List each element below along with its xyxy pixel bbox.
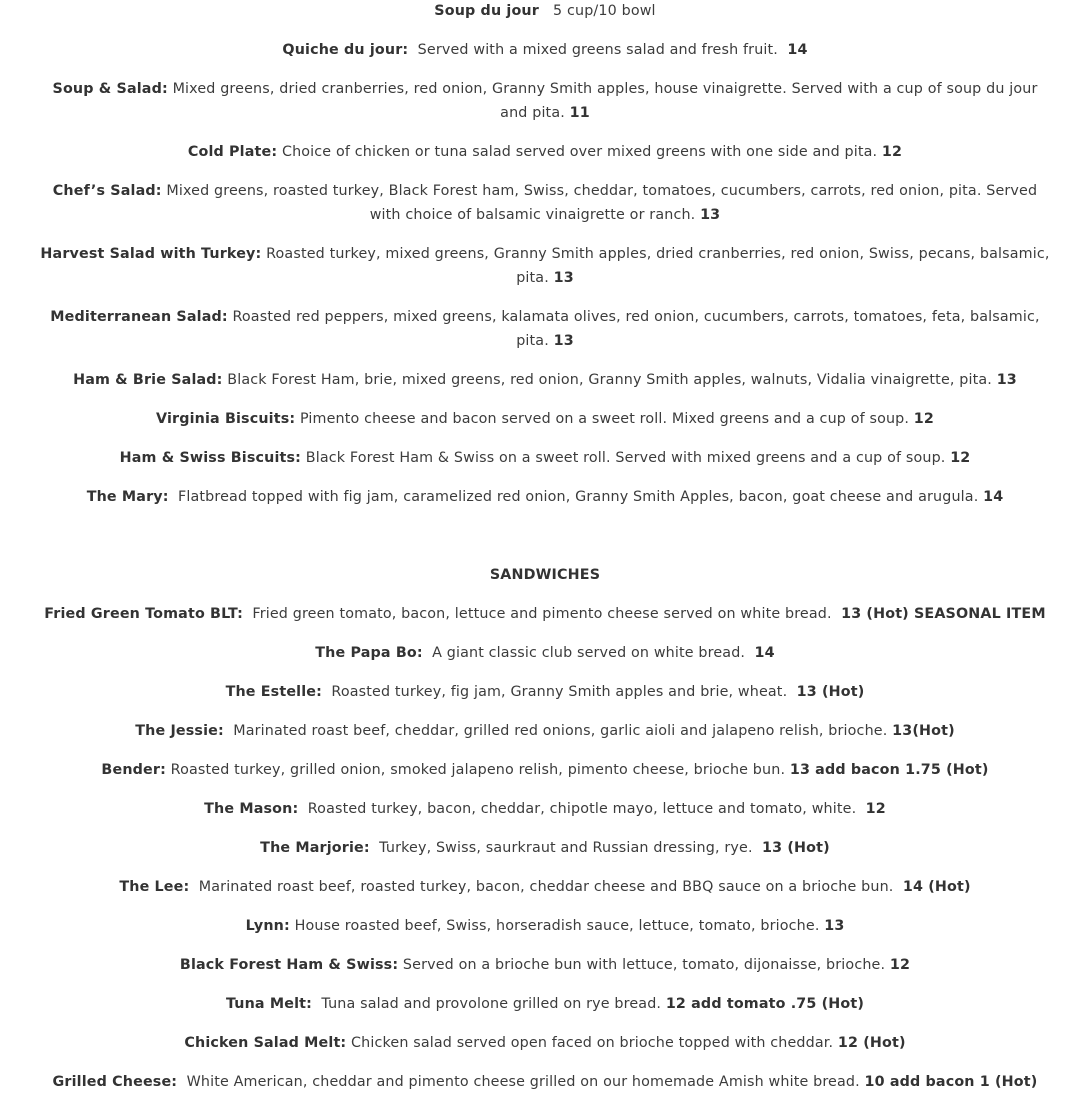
section-spacer [38,524,1052,563]
menu-item-price: 14 [983,489,1004,505]
menu-item [38,38,1052,62]
menu-item-price: 12 [913,411,934,427]
sandwiches-heading: SANDWICHES [489,567,601,583]
menu-item-description: Marinated roast beef, cheddar, grilled red onions, garlic aioli and jalapeno relish, brioche. [233,723,893,739]
menu-item [38,836,1052,860]
menu-item-name: The Marjorie: [260,840,370,856]
menu-item-price: 12 add tomato .75 (Hot) [665,996,865,1012]
menu-item-separator [423,645,432,661]
menu-item-description: White American, cheddar and pimento cheese grilled on our homemade Amish white bread. [186,1074,865,1090]
menu-item-description: Served on a brioche bun with lettuce, tomato, dijonaisse, brioche. [402,957,890,973]
menu-item-name: Chef’s Salad: [52,183,162,199]
menu-item-description: A giant classic club served on white bread. [432,645,755,661]
menu-item-price: 13 [553,270,574,286]
menu-item [38,953,1052,977]
menu-item-separator [539,3,553,19]
menu-item-name: The Estelle: [225,684,322,700]
menu-item-price: 13 (Hot) [796,684,865,700]
menu-item-price: 14 (Hot) [902,879,971,895]
menu-item-description: Roasted turkey, grilled onion, smoked jalapeno relish, pimento cheese, brioche bun. [170,762,790,778]
menu-item-name: Chicken Salad Melt: [184,1035,347,1051]
menu-item-separator [408,42,417,58]
menu-item-name: Fried Green Tomato BLT: [44,606,243,622]
menu-item [38,914,1052,938]
menu-item [38,407,1052,431]
menu-item [38,179,1052,227]
menu-document [38,0,1055,1109]
menu-item [38,368,1052,392]
menu-item-description: Roasted turkey, fig jam, Granny Smith apples and brie, wheat. [331,684,797,700]
menu-item [38,992,1052,1016]
menu-item-price: 12 [881,144,903,160]
menu-item-price: 13 [824,918,845,934]
menu-item-separator [189,879,198,895]
menu-item-description: Mixed greens, roasted turkey, Black Forest ham, Swiss, cheddar, tomatoes, cucumbers, carrots, red onion, pita. Served with choice of balsamic vinaigrette or ranch. [166,183,1042,223]
menu-item-description: Chicken salad served open faced on brioche topped with cheddar. [351,1035,838,1051]
menu-item-separator [169,489,178,505]
menu-item [38,77,1052,125]
menu-item-description: Flatbread topped with fig jam, caramelized red onion, Granny Smith Apples, bacon, goat cheese and arugula. [178,489,984,505]
menu-item-name: Quiche du jour: [282,42,409,58]
menu-item-description: Roasted turkey, bacon, cheddar, chipotle mayo, lettuce and tomato, white. [307,801,866,817]
menu-item [38,875,1052,899]
menu-item-description: Roasted turkey, mixed greens, Granny Smith apples, dried cranberries, red onion, Swiss, pecans, balsamic, pita. [266,246,1055,286]
menu-item-description: Black Forest Ham, brie, mixed greens, red onion, Granny Smith apples, walnuts, Vidalia vinaigrette, pita. [227,372,997,388]
menu-item-price: 13 [553,333,574,349]
menu-item [38,1031,1052,1055]
menu-item-name: The Lee: [119,879,190,895]
menu-item-name: Ham & Brie Salad: [73,372,223,388]
menu-item-price: 12 [950,450,971,466]
menu-item-name: Grilled Cheese: [52,1074,178,1090]
menu-item [38,680,1052,704]
menu-item-price: 12 [865,801,886,817]
menu-item-description: Black Forest Ham & Swiss on a sweet roll. Served with mixed greens and a cup of soup. [305,450,951,466]
menu-item-price: 13(Hot) [892,723,955,739]
menu-item-description: Fried green tomato, bacon, lettuce and pimento cheese served on white bread. [252,606,842,622]
menu-item-name: Mediterranean Salad: [50,309,228,325]
menu-item-separator [322,684,331,700]
menu-item-price: 14 [754,645,775,661]
menu-item-price: 12 [889,957,911,973]
menu-item-description: Turkey, Swiss, saurkraut and Russian dressing, rye. [379,840,763,856]
menu-item-price: 13 [996,372,1017,388]
menu-item-description: Pimento cheese and bacon served on a sweet roll. Mixed greens and a cup of soup. [299,411,914,427]
menu-item-description: Marinated roast beef, roasted turkey, bacon, cheddar cheese and BBQ sauce on a brioche bun. [198,879,903,895]
menu-item-name: The Papa Bo: [315,645,423,661]
menu-item-name: The Mason: [204,801,299,817]
menu-item-price: 13 (Hot) [762,840,830,856]
menu-item [38,0,1052,23]
menu-item-price: 13 [700,207,721,223]
menu-item-separator [224,723,233,739]
menu-item-description: Roasted red peppers, mixed greens, kalamata olives, red onion, cucumbers, carrots, tomatoes, feta, balsamic, pita. [232,309,1045,349]
menu-item [38,758,1052,782]
menu-item-separator [177,1074,186,1090]
menu-item-name: The Jessie: [135,723,224,739]
menu-item-separator [370,840,379,856]
menu-item [38,719,1052,743]
menu-item-name: Ham & Swiss Biscuits: [119,450,302,466]
menu-item-name: Black Forest Ham & Swiss: [179,957,399,973]
menu-item-price: 14 [787,42,808,58]
menu-item [38,1070,1052,1094]
salads-section [38,0,1055,509]
menu-item [38,797,1052,821]
menu-item-name: Virginia Biscuits: [156,411,296,427]
menu-item-separator [243,606,252,622]
menu-item-price: 12 (Hot) [837,1035,906,1051]
menu-item [38,305,1052,353]
menu-item-name: Bender: [101,762,166,778]
menu-item [38,140,1052,164]
menu-item-name: Soup & Salad: [52,81,168,97]
menu-item-price: 13 (Hot) SEASONAL ITEM [841,606,1046,622]
menu-item-description: Choice of chicken or tuna salad served over mixed greens with one side and pita. [281,144,882,160]
menu-item-price: 13 add bacon 1.75 (Hot) [789,762,989,778]
menu-item-description: Mixed greens, dried cranberries, red onion, Granny Smith apples, house vinaigrette. Served with a cup of soup du jour and pita. [172,81,1043,121]
menu-item-name: Cold Plate: [187,144,278,160]
menu-item [38,446,1052,470]
menu-item-description: House roasted beef, Swiss, horseradish sauce, lettuce, tomato, brioche. [294,918,825,934]
menu-item-name: Lynn: [245,918,290,934]
menu-item-name: The Mary: [86,489,169,505]
menu-item-description: Tuna salad and provolone grilled on rye bread. [321,996,666,1012]
menu-item-separator [312,996,321,1012]
menu-item [38,641,1052,665]
menu-item-name: Harvest Salad with Turkey: [40,246,262,262]
menu-item-description: Served with a mixed greens salad and fresh fruit. [417,42,788,58]
menu-item-separator [298,801,307,817]
menu-item-name: Tuna Melt: [225,996,312,1012]
menu-item [38,602,1052,626]
sandwiches-section [38,602,1052,1094]
menu-item-price: 11 [569,105,590,121]
menu-item-price: 10 add bacon 1 (Hot) [864,1074,1038,1090]
menu-item-description: 5 cup/10 bowl [553,3,656,19]
menu-item [38,485,1052,509]
menu-item-name: Soup du jour [434,3,539,19]
menu-item [38,242,1055,290]
